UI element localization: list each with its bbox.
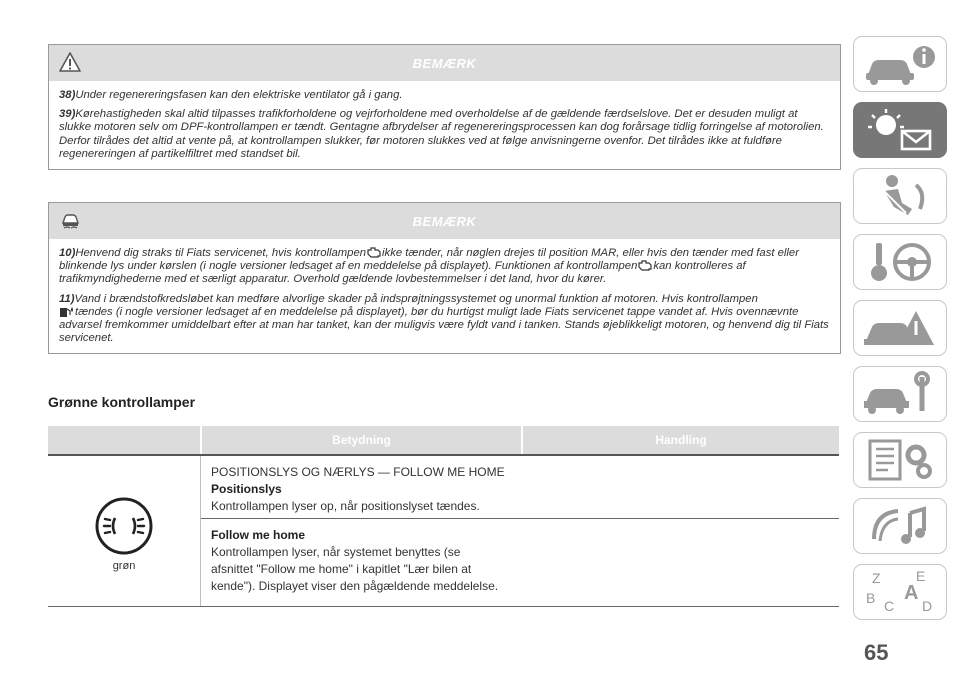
key-steering-wheel-icon [854,235,946,289]
sub-text-position-light: Kontrollampen lyser op, når positionslyset tændes. [211,499,480,513]
chapter-tab-car-info[interactable] [853,36,947,92]
table-header-blank [48,426,202,454]
car-skid-icon [59,209,81,231]
car-info-icon [854,37,946,91]
position-light-icon [94,496,154,556]
sub-text-line: kende"). Displayet viser den pågældende meddelelse. [211,579,499,593]
row-heading: POSITIONSLYS OG NÆRLYS — FOLLOW ME HOME [211,465,505,479]
note-header-2 [49,203,840,239]
description-block-1 [201,456,839,519]
section-title: Grønne kontrollamper [48,394,196,410]
chapter-tab-technical-data[interactable] [853,432,947,488]
sub-text-line: afsnittet "Follow me home" i kapitlet "Lær bilen at [211,562,472,576]
note-title-2: BEMÆRK [412,213,477,229]
svg-text:A: A [904,582,919,604]
note-title-1: BEMÆRK [412,55,477,71]
chapter-tab-emergency[interactable] [853,300,947,356]
lamp-description-cell [201,456,839,606]
note-text: Under regenereringsfasen kan den elektriske ventilator gå i gang. [75,89,403,101]
chapter-tab-warning-lights[interactable] [853,102,947,158]
note-box-2 [48,202,841,354]
warning-lights-icon [854,103,946,157]
chapter-tab-starting-driving[interactable] [853,234,947,290]
engine-icon [637,260,653,271]
note-box-1 [48,44,841,170]
svg-text:D: D [922,598,933,614]
safety-seatbelt-icon [854,169,946,223]
sub-text-line: Kontrollampen lyser, når systemet benyttes (se [211,545,461,559]
note-text: ikke tænder, når nøglen drejes til position MAR, eller hvis den tænder med fast eller blinkende lys under kørslen (i nogle versioner ledsaget af en meddelelse på displayet). Funktionen af kontrollampen [59,247,799,273]
sub-title-follow-me-home: Follow me home [211,528,306,542]
table-header-action: Handling [523,426,839,454]
note-text: Vand i brændstofkredsløbet kan medføre alvorlige skader på indsprøjtningssystemet og unormal funktion af motoren. Hvis kontrollampen [74,292,758,305]
table-header-meaning: Betydning [202,426,523,454]
note-paragraph [59,247,830,287]
lamp-color-label: grøn [112,560,136,572]
note-text: kan kontrolleres af trafikmyndighederne med et særligt apparatur. Overhold gældende lovbestemmelser i det land, hvor du kører. [59,260,746,286]
note-ref: 11) [59,292,75,305]
emergency-icon [854,301,946,355]
warning-triangle-icon [59,51,81,73]
note-paragraph [59,108,830,161]
note-text: tændes (i nogle versioner ledsaget af en meddelelse på displayet), bør du hurtigst muligt lade Fiats servicenet tappe vandet af. Hvis ovennævnte advarsel fremkommer umiddelbart efter at man har tanket, kan der muligvis være fyldt vand i tanken. Stands øjeblikkeligt motoren, og henvend dig til Fiats servicenet. [59,305,829,345]
multimedia-note-icon [854,499,946,553]
chapter-tab-index[interactable] [853,564,947,620]
chapter-tab-multimedia[interactable] [853,498,947,554]
technical-data-gear-icon [854,433,946,487]
fuel-water-icon [59,306,75,317]
svg-text:B: B [866,590,876,606]
note-paragraph [59,89,830,102]
note-text: Henvend dig straks til Fiats servicenet, hvis kontrollampen [75,247,367,259]
chapter-tab-safety[interactable] [853,168,947,224]
lamp-table [48,426,839,607]
table-header [48,426,839,454]
chapter-tab-maintenance[interactable] [853,366,947,422]
note-text: Kørehastigheden skal altid tilpasses trafikforholdene og vejrforholdene med overholdelse af de gældende færdselslove. Det er desuden muligt at slukke motoren selv om DPF-kontrollampen er tændt. Gentagne afbrydelser af regenereringsprocessen kan dog forårsage tidlig forringelse af motorolien. Derfor tilrådes det altid at vente på, at kontrollampen slukker, før motoren slukkes ved at følge anvisningerne ovenfor. Det tilrådes ikke at fuldføre regenereringen af partikelfiltret med standset bil. [59,108,824,160]
note-header-1 [49,45,840,81]
sub-title-position-light: Positionslys [211,482,282,496]
alphabet-index-icon [854,565,946,619]
svg-text:E: E [916,568,926,584]
lamp-icon-cell [48,456,201,606]
note-ref: 10) [59,247,76,259]
note-body-2 [49,239,840,353]
engine-icon [366,247,382,258]
car-wrench-icon [854,367,946,421]
note-ref: 39) [59,108,76,121]
note-body-1 [49,81,840,169]
svg-text:C: C [884,598,895,614]
note-paragraph [59,293,830,346]
table-row [48,456,839,607]
svg-text:Z: Z [872,570,881,586]
description-block-2 [201,519,839,603]
note-ref: 38) [59,89,76,101]
page-number: 65 [864,640,889,665]
